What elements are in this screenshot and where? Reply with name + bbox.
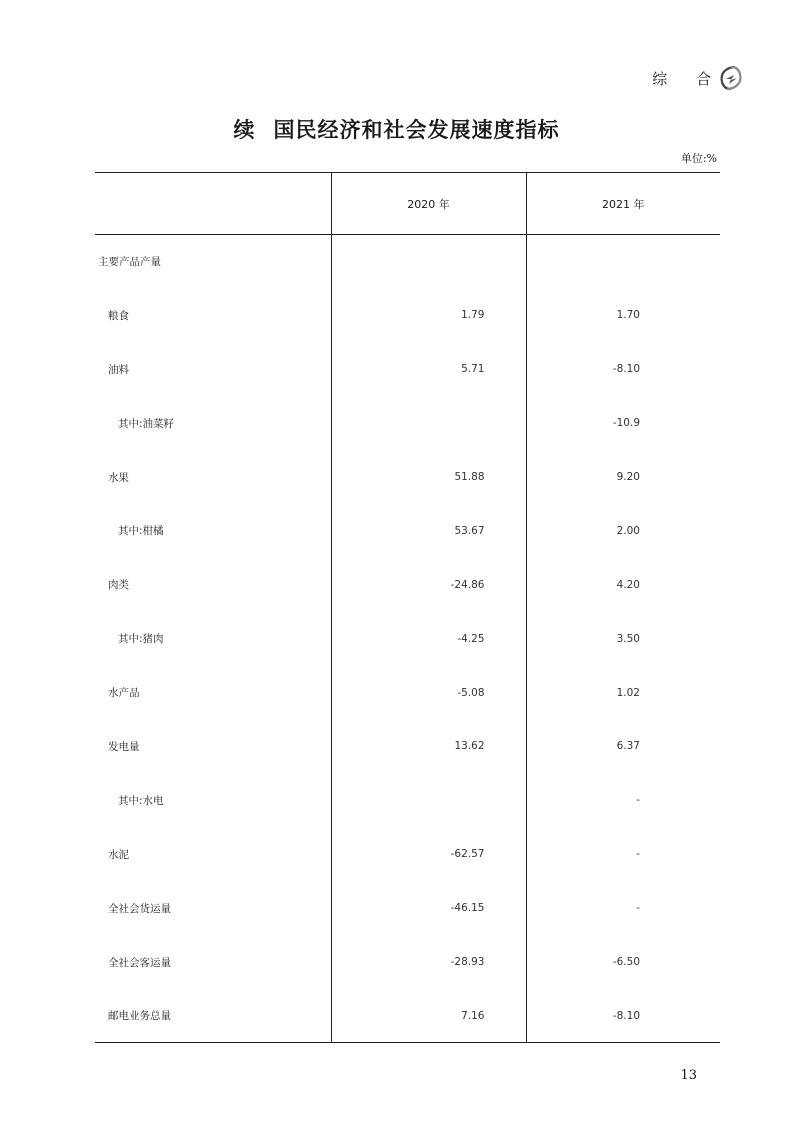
- value-2021: 4.20: [526, 558, 720, 612]
- value-2021: 1.70: [526, 288, 720, 342]
- row-label: 全社会货运量: [108, 902, 171, 915]
- table-row: [95, 935, 720, 989]
- row-label: 其中:油菜籽: [118, 417, 175, 430]
- value-2020: 5.71: [331, 342, 526, 396]
- table-header-row: [95, 173, 720, 235]
- title-prefix: 续: [233, 117, 256, 142]
- row-label: 粮食: [108, 309, 129, 322]
- value-2020: -28.93: [331, 935, 526, 989]
- header-2021: 2021 年: [526, 173, 720, 235]
- value-2020: 13.62: [331, 720, 526, 774]
- row-label: 邮电业务总量: [95, 989, 331, 1043]
- section-logo-icon: [717, 64, 745, 92]
- value-2020: [331, 235, 526, 289]
- table-row: [95, 989, 720, 1043]
- row-label: 其中:柑橘: [118, 525, 164, 538]
- table-row: [95, 827, 720, 881]
- value-2021: [526, 235, 720, 289]
- table-row: [95, 288, 720, 342]
- table-row: [95, 342, 720, 396]
- value-2020: -24.86: [331, 558, 526, 612]
- table-row: [95, 235, 720, 289]
- table-row: [95, 504, 720, 558]
- row-label: 其中:猪肉: [118, 633, 164, 646]
- header-2020: 2020 年: [331, 173, 526, 235]
- value-2021: 2.00: [526, 504, 720, 558]
- row-label: 肉类: [108, 579, 129, 592]
- value-2021: -6.50: [526, 935, 720, 989]
- value-2020: -46.15: [331, 881, 526, 935]
- table-row: [95, 881, 720, 935]
- indicator-table: [95, 172, 720, 1043]
- value-2020: -5.08: [331, 666, 526, 720]
- value-2021: -8.10: [526, 989, 720, 1043]
- table-row: [95, 666, 720, 720]
- table-row: [95, 558, 720, 612]
- value-2021: -: [526, 881, 720, 935]
- title-main: 国民经济和社会发展速度指标: [273, 117, 560, 142]
- row-label: 主要产品产量: [98, 256, 161, 269]
- table-row: [95, 720, 720, 774]
- header-indicator: [95, 173, 331, 235]
- section-label: 综 合: [652, 69, 723, 88]
- table-row: [95, 773, 720, 827]
- section-header: [652, 64, 745, 92]
- value-2020: 7.16: [331, 989, 526, 1043]
- value-2021: 6.37: [526, 720, 720, 774]
- value-2021: 9.20: [526, 450, 720, 504]
- row-label: 水果: [108, 471, 129, 484]
- unit-label: 单位:%: [680, 152, 717, 165]
- row-label: 发电量: [108, 740, 140, 753]
- table-row: [95, 612, 720, 666]
- value-2021: -8.10: [526, 342, 720, 396]
- value-2021: 1.02: [526, 666, 720, 720]
- table-row: [95, 396, 720, 450]
- value-2020: -4.25: [331, 612, 526, 666]
- value-2020: 1.79: [331, 288, 526, 342]
- value-2021: 3.50: [526, 612, 720, 666]
- value-2020: -62.57: [331, 827, 526, 881]
- value-2020: 53.67: [331, 504, 526, 558]
- row-label: 油料: [108, 363, 129, 376]
- value-2020: 51.88: [331, 450, 526, 504]
- row-label: 其中:水电: [118, 794, 164, 807]
- row-label: 全社会客运量: [108, 956, 171, 969]
- page-title: [0, 114, 793, 144]
- table-row: [95, 450, 720, 504]
- value-2020: [331, 396, 526, 450]
- value-2021: -: [526, 773, 720, 827]
- row-label: 水产品: [108, 687, 140, 700]
- row-label: 水泥: [108, 848, 129, 861]
- value-2020: [331, 773, 526, 827]
- value-2021: -10.9: [526, 396, 720, 450]
- page-number: 13: [680, 1068, 697, 1083]
- value-2021: -: [526, 827, 720, 881]
